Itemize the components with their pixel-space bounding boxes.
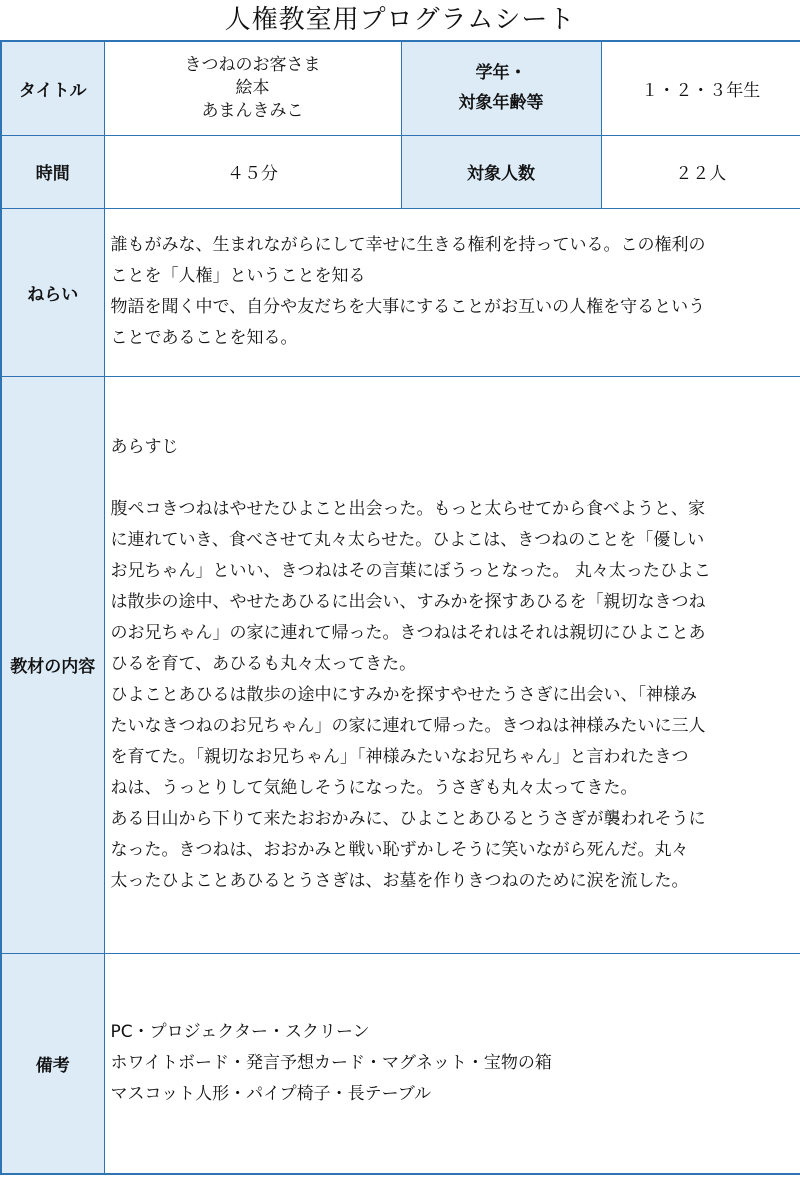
title-author: あまんきみこ — [201, 100, 304, 121]
content-label: 教材の内容 — [1, 376, 104, 953]
content-line: ひよことあひるは散歩の途中にすみかを探すやせたうさぎに出会い、「神様み — [110, 685, 697, 705]
time-label: 時間 — [1, 135, 104, 208]
content-line: お兄ちゃん」といい、きつねはその言葉にぼうっとなった。 丸々太ったひよこ — [110, 561, 711, 581]
content-line: たいなきつねのお兄ちゃん」の家に連れて帰った。きつねは神様みたいに三人 — [110, 716, 706, 736]
program-sheet-table — [0, 40, 800, 1175]
content-line: に連れていき、食べさせて丸々太らせた。ひよこは、きつねのことを「優しい — [110, 530, 705, 550]
aim-row — [1, 208, 800, 376]
grade-label-line: 対象年齢等 — [458, 93, 544, 114]
title-label: タイトル — [1, 41, 104, 135]
notes-row — [1, 953, 800, 1174]
content-line: を育てた。「親切なお兄ちゃん」「神様みたいなお兄ちゃん」と言われたきつ — [110, 747, 689, 767]
content-text — [104, 376, 800, 953]
aim-line: ことを「人権」ということを知る — [110, 266, 366, 286]
time-row — [1, 135, 800, 208]
title-type: 絵本 — [235, 77, 270, 98]
aim-text — [104, 208, 800, 376]
aim-label: ねらい — [1, 208, 104, 376]
title-value: きつねのお客さま — [184, 54, 321, 75]
title-row — [1, 41, 800, 135]
time-value: ４５分 — [104, 135, 401, 208]
notes-text — [104, 953, 800, 1174]
grade-value: １・２・３年生 — [601, 41, 800, 135]
synopsis-heading: あらすじ — [110, 437, 179, 457]
content-line: ある日山から下りて来たおおかみに、ひよことあひるとうさぎが襲われそうに — [110, 809, 706, 829]
content-line: なった。きつねは、おおかみと戦い恥ずかしそうに笑いながら死んだ。丸々 — [110, 840, 689, 860]
grade-label-line: 学年・ — [475, 63, 527, 84]
content-line: ねは、うっとりして気絶しそうになった。うさぎも丸々太ってきた。 — [110, 778, 638, 798]
notes-label: 備考 — [1, 953, 104, 1174]
aim-line: 物語を聞く中で、自分や友だちを大事にすることがお互いの人権を守るという — [110, 297, 706, 317]
content-row — [1, 376, 800, 953]
notes-line: マスコット人形・パイプ椅子・長テーブル — [110, 1083, 432, 1104]
content-line: 太ったひよことあひるとうさぎは、お墓を作りきつねのために涙を流した。 — [110, 871, 689, 891]
content-line: 腹ペコきつねはやせたひよこと出会った。もっと太らせてから食べようと、家 — [110, 499, 705, 519]
blank-line — [111, 463, 795, 494]
page-title: 人権教室用プログラムシート — [224, 5, 576, 35]
aim-line: ことであることを知る。 — [110, 328, 298, 348]
notes-line: ホワイトボード・発言予想カード・マグネット・宝物の箱 — [110, 1052, 552, 1073]
title-value-cell — [104, 41, 401, 135]
count-value: ２２人 — [601, 135, 800, 208]
content-line: のお兄ちゃん」の家に連れて帰った。きつねはそれはそれは親切にひよことあ — [110, 623, 706, 643]
content-line: は散歩の途中、やせたあひるに出会い、すみかを探すあひるを「親切なきつね — [110, 592, 706, 612]
notes-line: PC・プロジェクター・スクリーン — [110, 1021, 370, 1042]
grade-label-cell — [401, 41, 601, 135]
content-line: ひるを育て、あひるも丸々太ってきた。 — [110, 654, 417, 674]
count-label: 対象人数 — [401, 135, 601, 208]
aim-line: 誰もがみな、生まれながらにして幸せに生きる権利を持っている。この権利の — [110, 235, 706, 255]
